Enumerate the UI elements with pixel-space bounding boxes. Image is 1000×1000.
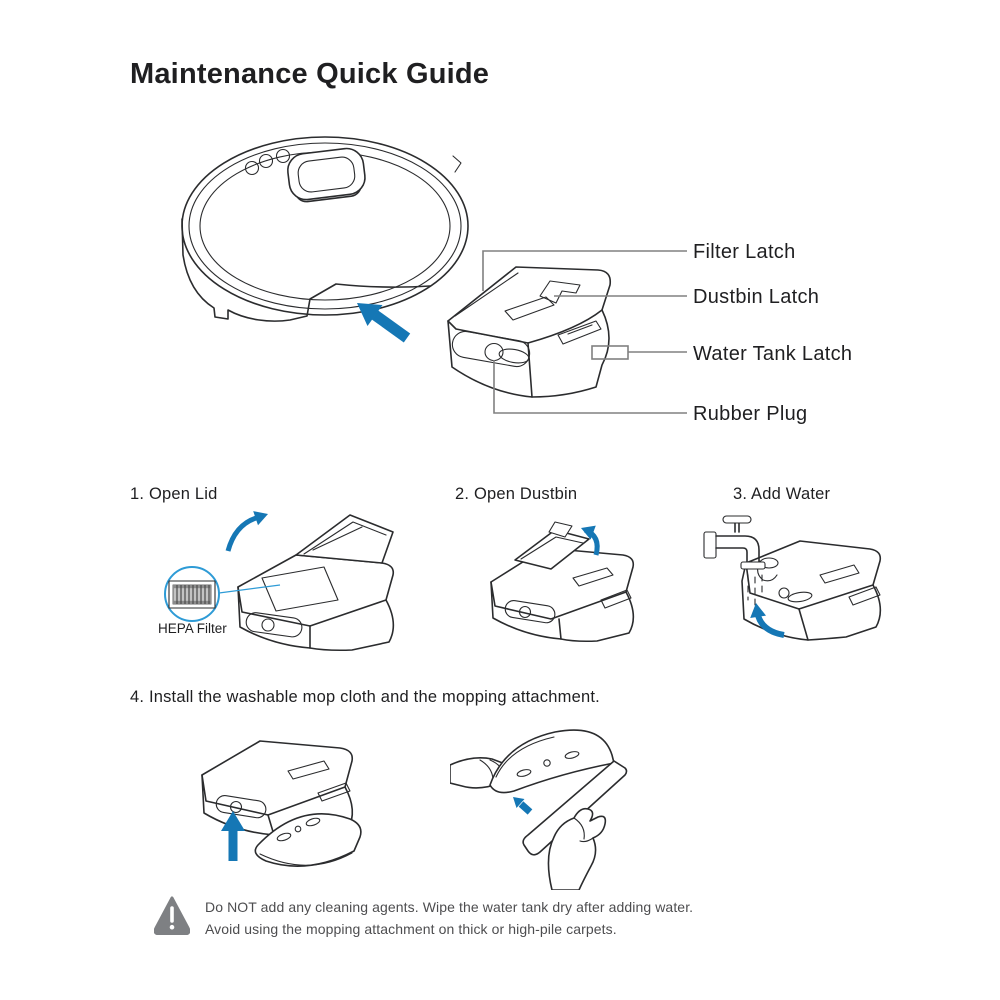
warning-note	[205, 897, 705, 940]
mop-plate-illustration	[255, 814, 361, 866]
callout-label-dustbin-latch: Dustbin Latch	[693, 286, 820, 308]
step-2-label: 2. Open Dustbin	[455, 485, 578, 503]
warning-line-1: Do NOT add any cleaning agents. Wipe the water tank dry after adding water.	[205, 899, 694, 915]
hepa-filter-icon	[169, 581, 215, 608]
hepa-filter-label: HEPA Filter	[158, 621, 227, 636]
rubber-plug-leader-line	[494, 360, 687, 413]
step-1-label: 1. Open Lid	[130, 485, 218, 503]
step-4-mop-cloth-illustration	[450, 715, 690, 890]
dustbin-illustration	[448, 267, 610, 397]
step-1-illustration	[150, 505, 400, 660]
callout-label-rubber-plug: Rubber Plug	[693, 403, 808, 425]
dustbin-open-lid-illustration	[238, 515, 393, 650]
step-4-attach-illustration	[180, 725, 430, 880]
exploded-view-illustration	[150, 115, 690, 445]
step-3-label: 3. Add Water	[733, 485, 831, 503]
step-2-illustration	[455, 510, 675, 660]
open-lid-arrow-icon	[228, 511, 268, 551]
page-title: Maintenance Quick Guide	[130, 58, 490, 90]
lidar-turret	[286, 147, 367, 204]
step-3-illustration	[700, 505, 890, 660]
robot-vacuum-illustration	[182, 137, 468, 321]
warning-line-2: Avoid using the mopping attachment on thick or high-pile carpets.	[205, 920, 617, 937]
dustbin-open-illustration	[491, 522, 633, 641]
attach-arrow-icon	[221, 811, 245, 861]
step-4-label: 4. Install the washable mop cloth and the mopping attachment.	[130, 688, 600, 706]
warning-triangle-icon	[154, 895, 190, 935]
slide-arrow-icon	[513, 797, 530, 812]
add-water-arrow-icon	[750, 603, 784, 635]
water-tank-latch-box	[592, 346, 628, 359]
callout-label-filter-latch: Filter Latch	[693, 241, 796, 263]
callout-label-water-tank-latch: Water Tank Latch	[693, 343, 853, 365]
